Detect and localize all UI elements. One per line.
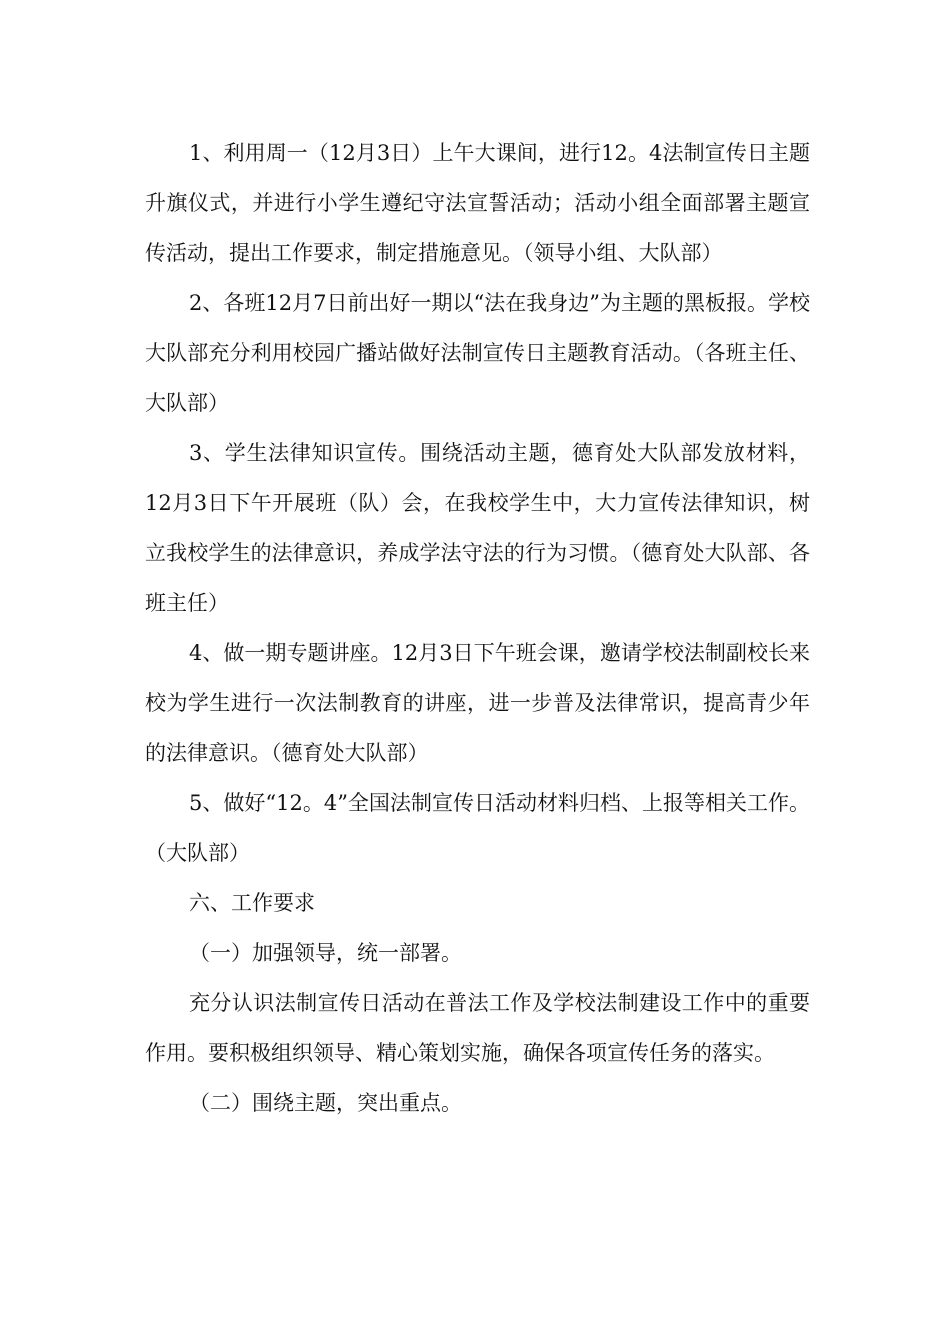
paragraph-item-2: 2、各班12月7日前出好一期以“法在我身边”为主题的黑板报。学校大队部充分利用校园广播站做好法制宣传日主题教育活动。（各班主任、大队部）	[145, 291, 810, 415]
paragraph-item-5: 5、做好“12。4”全国法制宣传日活动材料归档、上报等相关工作。（大队部）	[145, 791, 810, 865]
paragraph-item-1: 1、利用周一（12月3日）上午大课间，进行12。4法制宣传日主题升旗仪式，并进行小学生遵纪守法宣誓活动；活动小组全面部署主题宣传活动，提出工作要求，制定措施意见。（领导小组、大队部）	[145, 141, 810, 265]
paragraph-item-4: 4、做一期专题讲座。12月3日下午班会课，邀请学校法制副校长来校为学生进行一次法制教育的讲座，进一步普及法律常识，提高青少年的法律意识。（德育处大队部）	[145, 641, 810, 765]
subsection-heading-2: （二）围绕主题，突出重点。	[189, 1091, 462, 1115]
paragraph-item-3: 3、学生法律知识宣传。围绕活动主题，德育处大队部发放材料，12月3日下午开展班（队）会，在我校学生中，大力宣传法律知识，树立我校学生的法律意识，养成学法守法的行为习惯。（德育处大队部、各班主任）	[145, 441, 810, 615]
subsection-heading-1: （一）加强领导，统一部署。	[189, 941, 462, 965]
document-body	[145, 128, 810, 1128]
subsection-body-1: 充分认识法制宣传日活动在普法工作及学校法制建设工作中的重要作用。要积极组织领导、精心策划实施，确保各项宣传任务的落实。	[145, 991, 810, 1065]
section-heading-work-requirements: 六、工作要求	[189, 891, 315, 915]
